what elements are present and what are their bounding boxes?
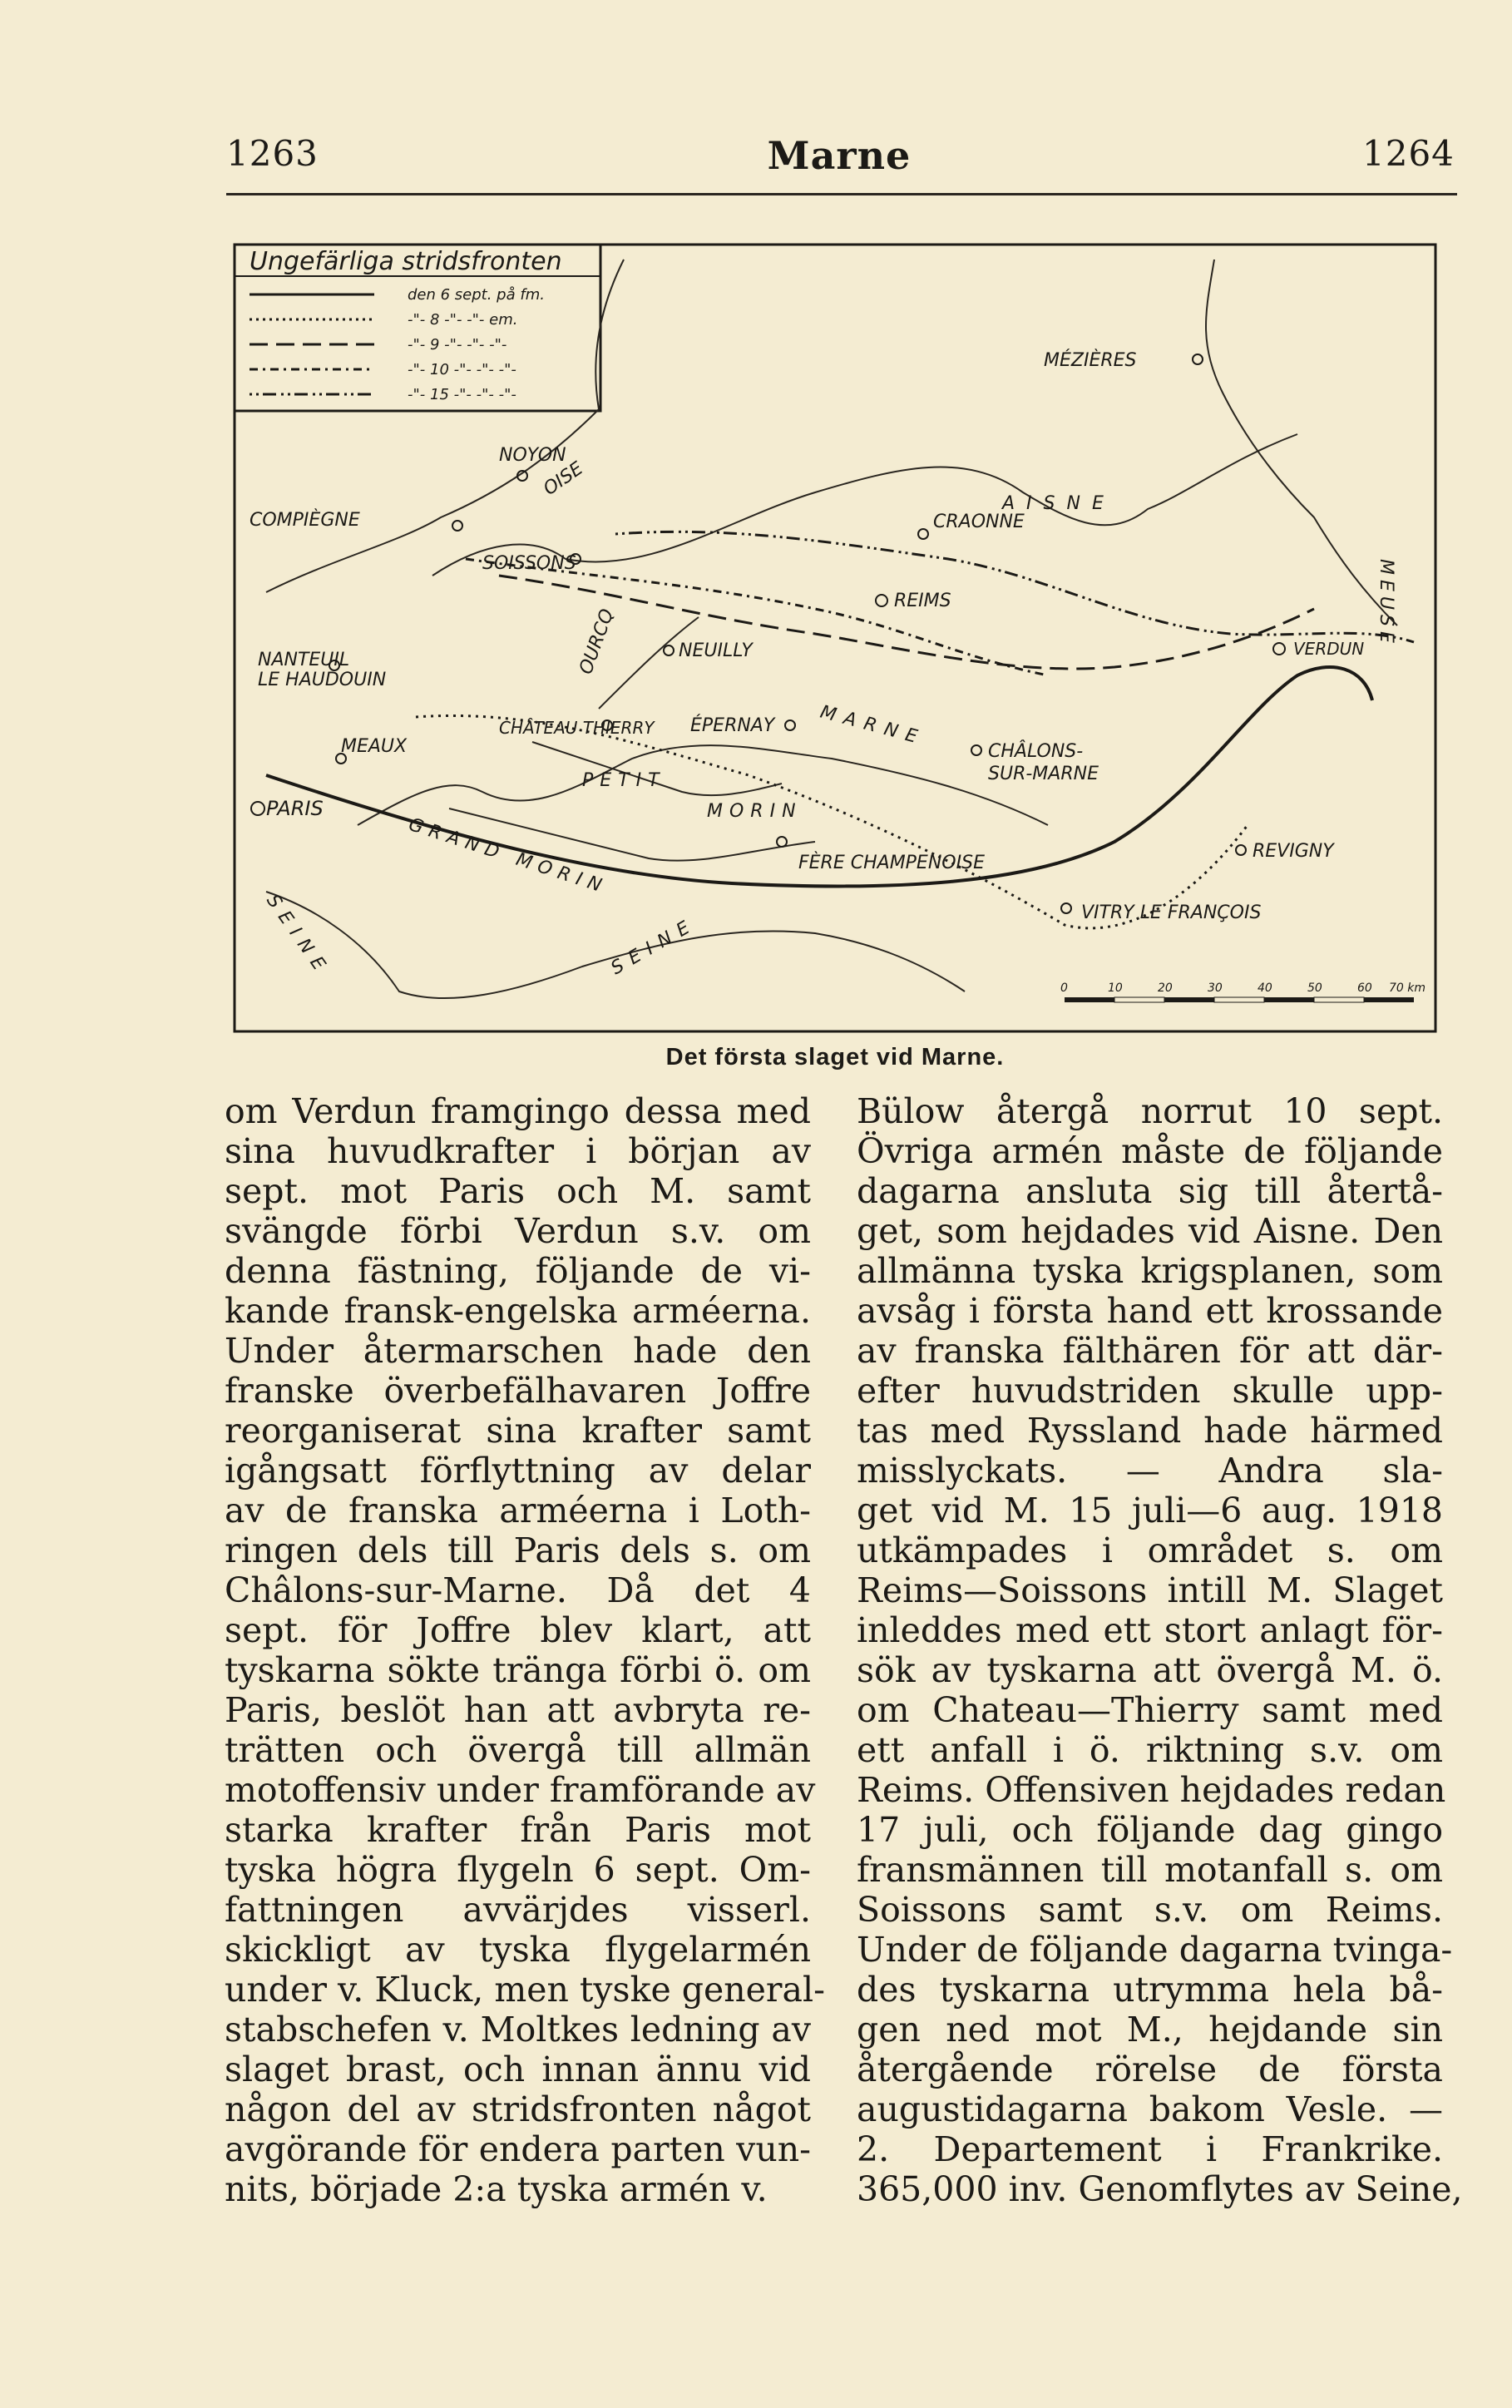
label-mezieres: MÉZIÈRES (1044, 350, 1137, 371)
text-line: ett anfall i ö. riktning s.v. om (857, 1730, 1443, 1770)
text-line: om Verdun framgingo dessa med (225, 1091, 811, 1131)
text-column-left (225, 1091, 825, 2209)
label-chalons: CHÂLONS- (988, 741, 1084, 762)
town-paris-marker (251, 802, 264, 815)
town-chalons-marker (971, 745, 981, 755)
label-seine-left: SEINE (262, 891, 334, 981)
map-legend (235, 245, 600, 411)
text-line: svängde förbi Verdun s.v. om (225, 1211, 811, 1251)
river-seine (266, 892, 965, 998)
label-meaux: MEAUX (341, 736, 408, 757)
label-ourcq: OURCQ (576, 606, 619, 678)
text-line: om Chateau—Thierry samt med (857, 1690, 1443, 1730)
town-vitry-marker (1061, 903, 1071, 913)
page-number-left: 1263 (226, 133, 319, 174)
label-le-haudouin: LE HAUDOUIN (258, 670, 387, 690)
text-line: fransmännen till motanfall s. om (857, 1850, 1443, 1890)
text-line: kande fransk-engelska arméerna. (225, 1291, 811, 1331)
label-neuilly: NEUILLY (679, 640, 753, 661)
label-noyon: NOYON (499, 445, 566, 466)
text-line: Châlons-sur-Marne. Då det 4 (225, 1570, 811, 1610)
legend-title: Ungefärliga stridsfronten (250, 247, 562, 276)
text-line: 365,000 inv. Genomflytes av Seine, (857, 2169, 1463, 2209)
text-line: tyska högra flygeln 6 sept. Om- (225, 1850, 811, 1890)
scale-seg-5 (1264, 997, 1314, 1002)
text-line: Bülow återgå norrut 10 sept. (857, 1091, 1443, 1131)
map-scale-bar (1060, 981, 1426, 1002)
text-line: Paris, beslöt han att avbryta re- (225, 1690, 811, 1730)
text-line: tyskarna sökte tränga förbi ö. om (225, 1650, 811, 1690)
label-nanteuil: NANTEUIL (258, 650, 350, 670)
label-chateau-thierry: CHÂTEAU THIERRY (499, 718, 655, 738)
text-line: reorganiserat sina krafter samt (225, 1411, 811, 1451)
label-marne-river: MARNE (818, 701, 928, 750)
text-column-right (857, 1091, 1463, 2209)
text-line: sök av tyskarna att övergå M. ö. (857, 1650, 1443, 1690)
label-seine-bottom: SEINE (607, 913, 701, 980)
town-reims-marker (876, 595, 887, 606)
town-compiegne-marker (452, 521, 462, 531)
text-line: Övriga armén måste de följande (857, 1131, 1443, 1171)
scale-tick-0: 0 (1060, 981, 1068, 995)
town-verdun-marker (1273, 643, 1285, 655)
scale-seg-4 (1214, 997, 1264, 1002)
legend-row-5: -"- 15 -"- -"- -"- (408, 386, 516, 403)
label-sur-marne: SUR-MARNE (988, 764, 1099, 784)
text-line: augustidagarna bakom Vesle. — (857, 2089, 1443, 2129)
town-epernay-marker (785, 720, 795, 730)
text-line: igångsatt förflyttning av delar (225, 1451, 811, 1491)
text-line: misslyckats. — Andra sla- (857, 1451, 1443, 1491)
scale-tick-70: 70 km (1389, 981, 1426, 995)
label-soissons: SOISSONS (482, 553, 576, 574)
text-line: Under de följande dagarna tvinga- (857, 1930, 1453, 1970)
scale-seg-6 (1314, 997, 1364, 1002)
text-line: Reims—Soissons intill M. Slaget (857, 1570, 1443, 1610)
text-line: avgörande för endera parten vun- (225, 2129, 811, 2169)
legend-row-1: den 6 sept. på fm. (408, 286, 545, 304)
text-line: tas med Ryssland hade härmed (857, 1411, 1443, 1451)
town-neuilly-marker (664, 645, 674, 655)
river-meuse (1206, 260, 1397, 625)
river-ourcq (599, 617, 699, 709)
legend-row-4: -"- 10 -"- -"- -"- (408, 361, 516, 378)
text-line: sina huvudkrafter i början av (225, 1131, 811, 1171)
page-number-right: 1264 (1362, 133, 1455, 174)
front-15-sept (615, 532, 1414, 642)
text-line: des tyskarna utrymma hela bå- (857, 1970, 1443, 2010)
label-aisne: AISNE (1002, 493, 1115, 514)
town-fere-marker (777, 837, 787, 847)
label-morin: MORIN (707, 801, 803, 822)
header-rule (226, 193, 1457, 195)
scale-tick-30: 30 (1208, 981, 1223, 995)
front-8-sept (416, 715, 1248, 927)
front-9-sept (499, 576, 1314, 669)
river-marne (358, 745, 1048, 825)
scale-tick-50: 50 (1307, 981, 1322, 995)
text-line: återgående rörelse de första (857, 2050, 1443, 2089)
label-vitry: VITRY LE FRANÇOIS (1081, 902, 1262, 923)
text-line: nits, började 2:a tyska armén v. (225, 2169, 768, 2209)
label-reims: REIMS (894, 591, 951, 611)
text-line: avsåg i första hand ett krossande (857, 1291, 1443, 1331)
text-line: 2. Departement i Frankrike. (857, 2129, 1443, 2169)
battle-map (233, 243, 1437, 1033)
scale-seg-2 (1114, 997, 1164, 1002)
map-caption: Det första slaget vid Marne. (665, 1044, 1005, 1070)
text-line: gen ned mot M., hejdande sin (857, 2010, 1443, 2050)
label-fere-champenoise: FÈRE CHAMPENOISE (798, 853, 985, 873)
label-meuse: MEUSE (1376, 559, 1396, 648)
town-mezieres-marker (1193, 354, 1203, 364)
text-line: franske överbefälhavaren Joffre (225, 1371, 811, 1411)
label-oise: OISE (540, 457, 587, 500)
text-line: denna fästning, följande de vi- (225, 1251, 811, 1291)
text-line: sept. för Joffre blev klart, att (225, 1610, 811, 1650)
text-line: slaget brast, och innan ännu vid (225, 2050, 811, 2089)
scale-seg-7 (1364, 997, 1414, 1002)
text-line: stabschefen v. Moltkes ledning av (225, 2010, 811, 2050)
text-line: allmänna tyska krigsplanen, som (857, 1251, 1443, 1291)
text-line: dagarna ansluta sig till återtå- (857, 1171, 1443, 1211)
text-line: inleddes med ett stort anlagt för- (857, 1610, 1443, 1650)
label-paris: PARIS (266, 797, 324, 820)
legend-row-3: -"- 9 -"- -"- -"- (408, 336, 507, 354)
text-line: av de franska arméerna i Loth- (225, 1491, 811, 1530)
scale-tick-40: 40 (1258, 981, 1272, 995)
label-grand-morin: GRAND MORIN (406, 813, 610, 899)
text-line: 17 juli, och följande dag gingo (857, 1810, 1443, 1850)
text-line: skickligt av tyska flygelarmén (225, 1930, 811, 1970)
text-line: någon del av stridsfronten något (225, 2089, 811, 2129)
text-line: Under återmarschen hade den (225, 1331, 811, 1371)
text-line: sept. mot Paris och M. samt (225, 1171, 811, 1211)
label-revigny: REVIGNY (1253, 841, 1334, 862)
label-epernay: ÉPERNAY (690, 715, 775, 736)
label-compiegne: COMPIÈGNE (250, 510, 360, 531)
label-verdun: VERDUN (1293, 639, 1365, 659)
text-line: utkämpades i området s. om (857, 1530, 1443, 1570)
text-line: fattningen avvärjdes visserl. (225, 1890, 811, 1930)
text-line: Soissons samt s.v. om Reims. (857, 1890, 1443, 1930)
town-craonne-marker (918, 529, 928, 539)
text-line: ringen dels till Paris dels s. om (225, 1530, 811, 1570)
text-line: motoffensiv under framförande av (225, 1770, 816, 1810)
legend-row-2: -"- 8 -"- -"- em. (408, 311, 518, 329)
page-title: Marne (767, 133, 912, 178)
text-line: trätten och övergå till allmän (225, 1730, 811, 1770)
scale-tick-20: 20 (1158, 981, 1173, 995)
text-line: get, som hejdades vid Aisne. Den (857, 1211, 1443, 1251)
scale-seg-1 (1065, 997, 1114, 1002)
text-line: av franska fälthären för att där- (857, 1331, 1443, 1371)
text-line: starka krafter från Paris mot (225, 1810, 811, 1850)
scale-tick-60: 60 (1357, 981, 1372, 995)
text-line: get vid M. 15 juli—6 aug. 1918 (857, 1491, 1443, 1530)
town-revigny-marker (1236, 845, 1246, 855)
map-town-markers (251, 354, 1285, 913)
text-line: under v. Kluck, men tyske general- (225, 1970, 825, 2010)
text-line: efter huvudstriden skulle upp- (857, 1371, 1443, 1411)
scale-seg-3 (1164, 997, 1214, 1002)
text-line: Reims. Offensiven hejdades redan (857, 1770, 1446, 1810)
scale-labels (1060, 981, 1426, 995)
label-craonne: CRAONNE (933, 512, 1025, 532)
scale-tick-10: 10 (1108, 981, 1123, 995)
label-petit: PETIT (582, 770, 666, 791)
